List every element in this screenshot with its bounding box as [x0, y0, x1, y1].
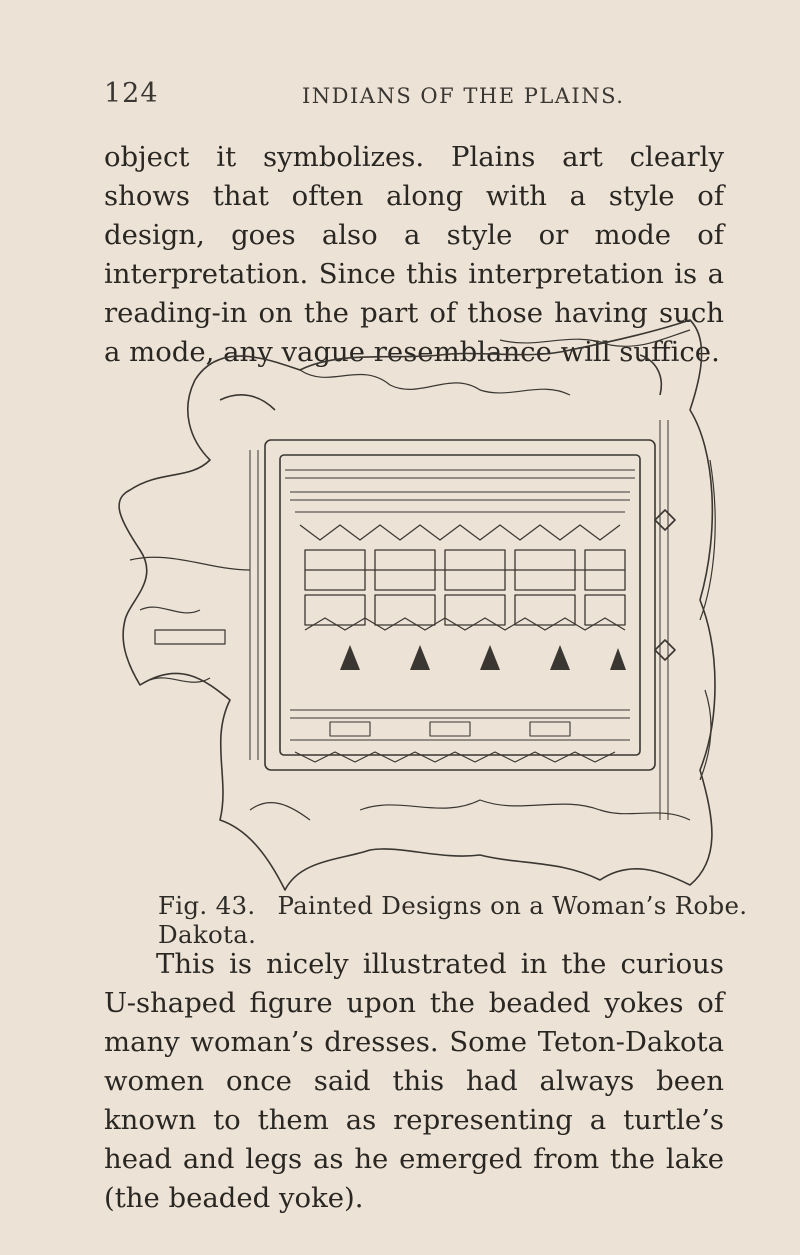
figure-tribe: Dakota. — [158, 920, 257, 949]
paragraph-2: This is nicely illustrated in the curious U-shaped figure upon the beaded yokes of many woman’s dresses. Some Teton-Dakota women once said this had always been known to them as representing a turtle’s head and legs as he emerged from the lake (the beaded yoke). — [104, 948, 724, 1214]
robe-drawing — [100, 300, 760, 900]
figure-title: Painted Designs on a Woman’s Robe. — [277, 891, 748, 920]
border-strip-top — [300, 330, 690, 395]
border-strip-left — [130, 557, 250, 682]
border-strip-bottom — [250, 800, 690, 820]
robe-illustration — [100, 300, 760, 900]
triangle-row — [340, 645, 626, 670]
paragraph-1: object it symbolizes. Plains art clearly shows that often along with a style of design, goes also a style or mode of interpretation. Since this interpretation is a reading-in on the part of those having such a mode, any vague resemblance will suffice. — [104, 141, 724, 368]
running-head: INDIANS OF THE PLAINS. — [302, 84, 625, 108]
page-number: 124 — [104, 78, 159, 109]
figure-label: Fig. 43. — [158, 891, 256, 920]
page-header — [104, 78, 724, 112]
figure-caption — [158, 891, 800, 949]
design-panel-outer — [265, 440, 655, 770]
box-design-row — [305, 550, 625, 625]
